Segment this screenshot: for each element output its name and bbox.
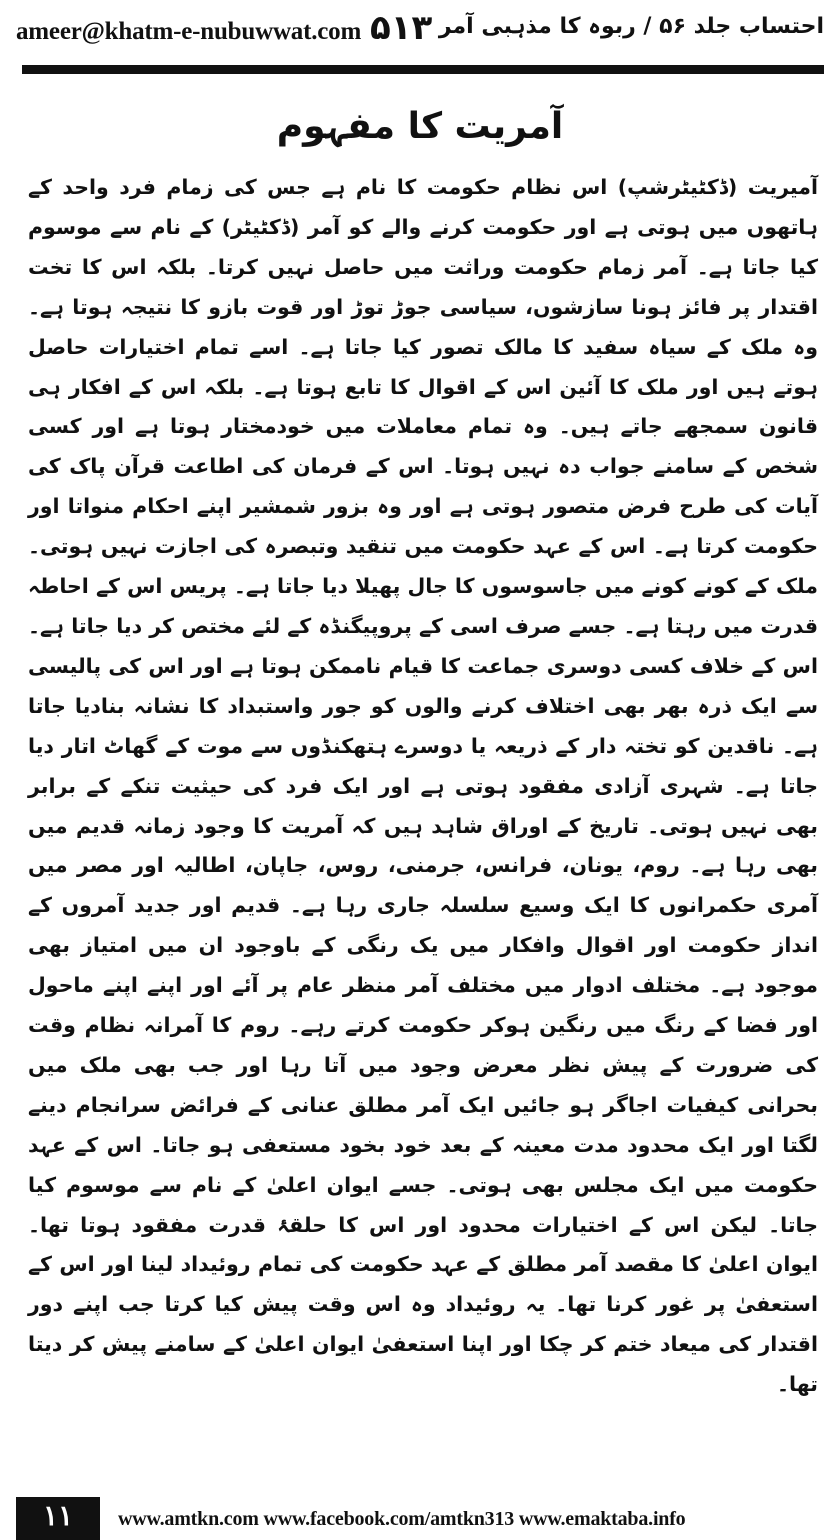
article-body: آمیریت (ڈکٹیٹرشپ) اس نظام حکومت کا نام ہے جس کی زمام فرد واحد کے ہاتھوں میں ہوتی ہے اور حکومت کرنے والے کو آمر (ڈکٹیٹر) کے نام سے موسوم کیا جاتا ہے۔ آمر زمام حکومت وراثت میں حاصل نہیں کرتا۔ بلکہ اس کا تخت اقتدار پر فائز ہونا سازشوں، سیاسی جوڑ توڑ اور قوت بازو کا نتیجہ ہوتا ہے۔ وہ ملک کے سیاہ سفید کا مالک تصور کیا جاتا ہے۔ اسے تمام اختیارات حاصل ہوتے ہیں اور ملک کا آئین اس کے اقوال کا تابع ہوتا ہے۔ بلکہ اس کے افکار ہی قانون سمجھے جاتے ہیں۔ وہ تمام معاملات میں خودمختار ہوتا ہے اور کسی شخص کے سامنے جواب دہ نہیں ہوتا۔ اس کے فرمان کی اطاعت قرآن پاک کی آیات کی طرح فرض متصور ہوتی ہے اور وہ بزور شمشیر اپنے احکام منواتا اور حکومت کرتا ہے۔ اس کے عہد حکومت میں تنقید وتبصرہ کی اجازت نہیں ہوتی۔ ملک کے کونے کونے میں جاسوسوں کا جال پھیلا دیا جاتا ہے۔ پریس اس کے احاطہ قدرت میں رہتا ہے۔ جسے صرف اسی کے پروپیگنڈہ کے لئے مختص کر دیا جاتا ہے۔ اس کے خلاف کسی دوسری جماعت کا قیام ناممکن ہوتا ہے اور اس کی پالیسی سے ایک ذرہ بھر بھی اختلاف کرنے والوں کو جور واستبداد کا نشانہ بنادیا جاتا ہے۔ ناقدین کو تختہ دار کے ذریعہ یا دوسرے ہتھکنڈوں سے موت کے گھاٹ اتار دیا جاتا ہے۔ شہری آزادی مفقود ہوتی ہے اور ایک فرد کی حیثیت تنکے کے برابر بھی نہیں ہوتی۔ تاریخ کے اوراق شاہد ہیں کہ آمریت کا وجود زمانہ قدیم میں بھی رہا ہے۔ روم، یونان، فرانس، جرمنی، روس، جاپان، اطالیہ اور مصر میں آمری حکمرانوں کا ایک وسیع سلسلہ جاری رہا ہے۔ قدیم اور جدید آمروں کے انداز حکومت اور اقوال وافکار میں یک رنگی کے باوجود ان میں امتیاز بھی موجود ہے۔ مختلف ادوار میں مختلف آمر منظر عام پر آئے اور اپنے اپنے ماحول اور فضا کے رنگ میں رنگین ہوکر حکومت کرتے رہے۔ روم کا آمرانہ نظام وقت کی ضرورت کے پیش نظر معرض وجود میں آتا رہا اور جب بھی ملک میں بحرانی کیفیات اجاگر ہو جائیں ایک آمر مطلق عنانی کے فرائض سرانجام دینے لگتا اور ایک محدود مدت معینہ کے بعد خود بخود مستعفی ہو جاتا۔ اس کے عہد حکومت میں ایک مجلس بھی ہوتی۔ جسے ایوان اعلیٰ کے نام سے موسوم کیا جاتا۔ لیکن اس کے اختیارات محدود اور اس کا حلقۂ قدرت مفقود ہوتا تھا۔ ایوان اعلیٰ کا مقصد آمر مطلق کے عہد حکومت کی تمام روئیداد لینا اور اس کے استعفیٰ پر غور کرنا تھا۔ یہ روئیداد وہ اس وقت پیش کیا کرتا جب اپنے دور اقتدار کی میعاد ختم کر چکا اور اپنا استعفیٰ ایوان اعلیٰ کے سامنے پیش کر دیتا تھا۔: [28, 175, 818, 1397]
article-title: آمریت کا مفہوم: [276, 106, 564, 147]
footer-links: www.amtkn.com www.facebook.com/amtkn313 www.emaktaba.info: [118, 1508, 686, 1530]
page-header: [0, 0, 840, 62]
header-email: ameer@khatm-e-nubuwwat.com: [16, 18, 362, 45]
header-volume-title: احتساب جلد ۵۶ / ربوہ کا مذہبی آمر: [438, 14, 824, 39]
footer-page-box: ۱۱: [16, 1497, 100, 1540]
header-page-number: ۵۱۳: [370, 8, 433, 48]
header-divider: [22, 65, 824, 74]
